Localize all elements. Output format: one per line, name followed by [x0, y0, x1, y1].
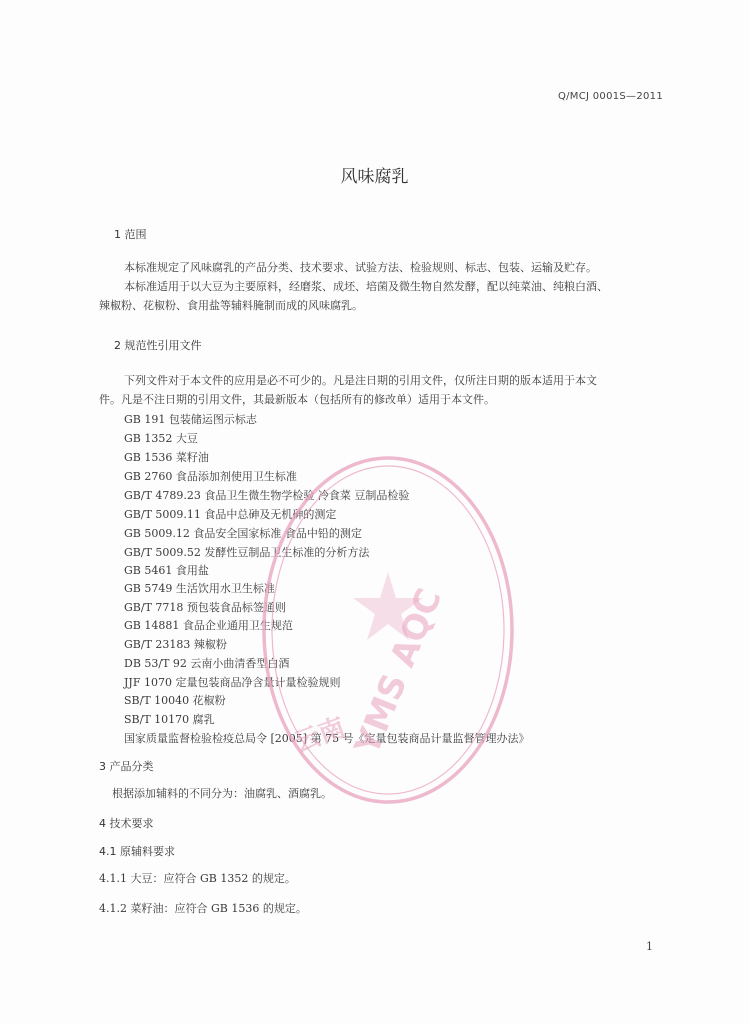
standard-code: Q/MCJ 0001S—2011	[557, 91, 663, 102]
section-3-paragraph: 根据添加辅料的不同分为：油腐乳、酒腐乳。	[112, 787, 332, 800]
document-title: 风味腐乳	[340, 167, 409, 187]
reference-item: GB 14881 食品企业通用卫生规范	[124, 619, 293, 632]
reference-item: 国家质量监督检验检疫总局令 [2005] 第 75 号《定量包装商品计量监督管理办法》	[124, 732, 530, 745]
reference-item: GB 5461 食用盐	[124, 564, 209, 577]
reference-item: GB 1536 菜籽油	[124, 451, 209, 464]
reference-item: SB/T 10040 花椒粉	[124, 694, 226, 707]
section-1-paragraph-2-line-1: 本标准适用于以大豆为主要原料，经磨浆、成坯、培菌及微生物自然发酵，配以纯菜油、纯粮白酒、	[124, 280, 608, 293]
section-2-heading: 2 规范性引用文件	[114, 339, 202, 352]
section-1-heading: 1 范围	[114, 228, 147, 241]
reference-item: GB/T 5009.52 发酵性豆制品卫生标准的分析方法	[124, 546, 370, 559]
section-4-1-2: 4.1.2 菜籽油：应符合 GB 1536 的规定。	[99, 902, 307, 915]
reference-item: SB/T 10170 腐乳	[124, 713, 215, 726]
reference-item: DB 53/T 92 云南小曲清香型白酒	[124, 657, 290, 670]
reference-item: GB/T 23183 辣椒粉	[124, 638, 227, 651]
page-number: 1	[646, 940, 653, 953]
section-3-heading: 3 产品分类	[99, 760, 154, 773]
reference-item: GB 1352 大豆	[124, 432, 198, 445]
reference-item: GB 2760 食品添加剂使用卫生标准	[124, 470, 297, 483]
reference-item: GB 191 包装储运图示标志	[124, 413, 257, 426]
svg-text:YMS AQC: YMS AQC	[347, 583, 450, 761]
section-1-paragraph-1: 本标准规定了风味腐乳的产品分类、技术要求、试验方法、检验规则、标志、包装、运输及贮存。	[124, 261, 597, 274]
section-1-paragraph-2-line-2: 辣椒粉、花椒粉、食用盐等辅料腌制而成的风味腐乳。	[99, 299, 363, 312]
reference-item: GB/T 7718 预包装食品标签通则	[124, 601, 286, 614]
reference-item: JJF 1070 定量包装商品净含量计量检验规则	[124, 676, 341, 689]
section-2-paragraph-line-1: 下列文件对于本文件的应用是必不可少的。凡是注日期的引用文件，仅所注日期的版本适用于本文	[124, 374, 597, 387]
reference-item: GB/T 5009.11 食品中总砷及无机砷的测定	[124, 508, 337, 521]
svg-text:云南: 云南	[290, 712, 350, 759]
section-4-heading: 4 技术要求	[99, 817, 154, 830]
reference-item: GB 5009.12 食品安全国家标准 食品中铅的测定	[124, 527, 362, 540]
reference-item: GB/T 4789.23 食品卫生微生物学检验 冷食菜 豆制品检验	[124, 489, 410, 502]
section-4-1-heading: 4.1 原辅料要求	[99, 845, 175, 858]
section-2-paragraph-line-2: 件。凡是不注日期的引用文件，其最新版本（包括所有的修改单）适用于本文件。	[99, 393, 495, 406]
reference-item: GB 5749 生活饮用水卫生标准	[124, 582, 275, 595]
section-4-1-1: 4.1.1 大豆：应符合 GB 1352 的规定。	[99, 872, 296, 885]
